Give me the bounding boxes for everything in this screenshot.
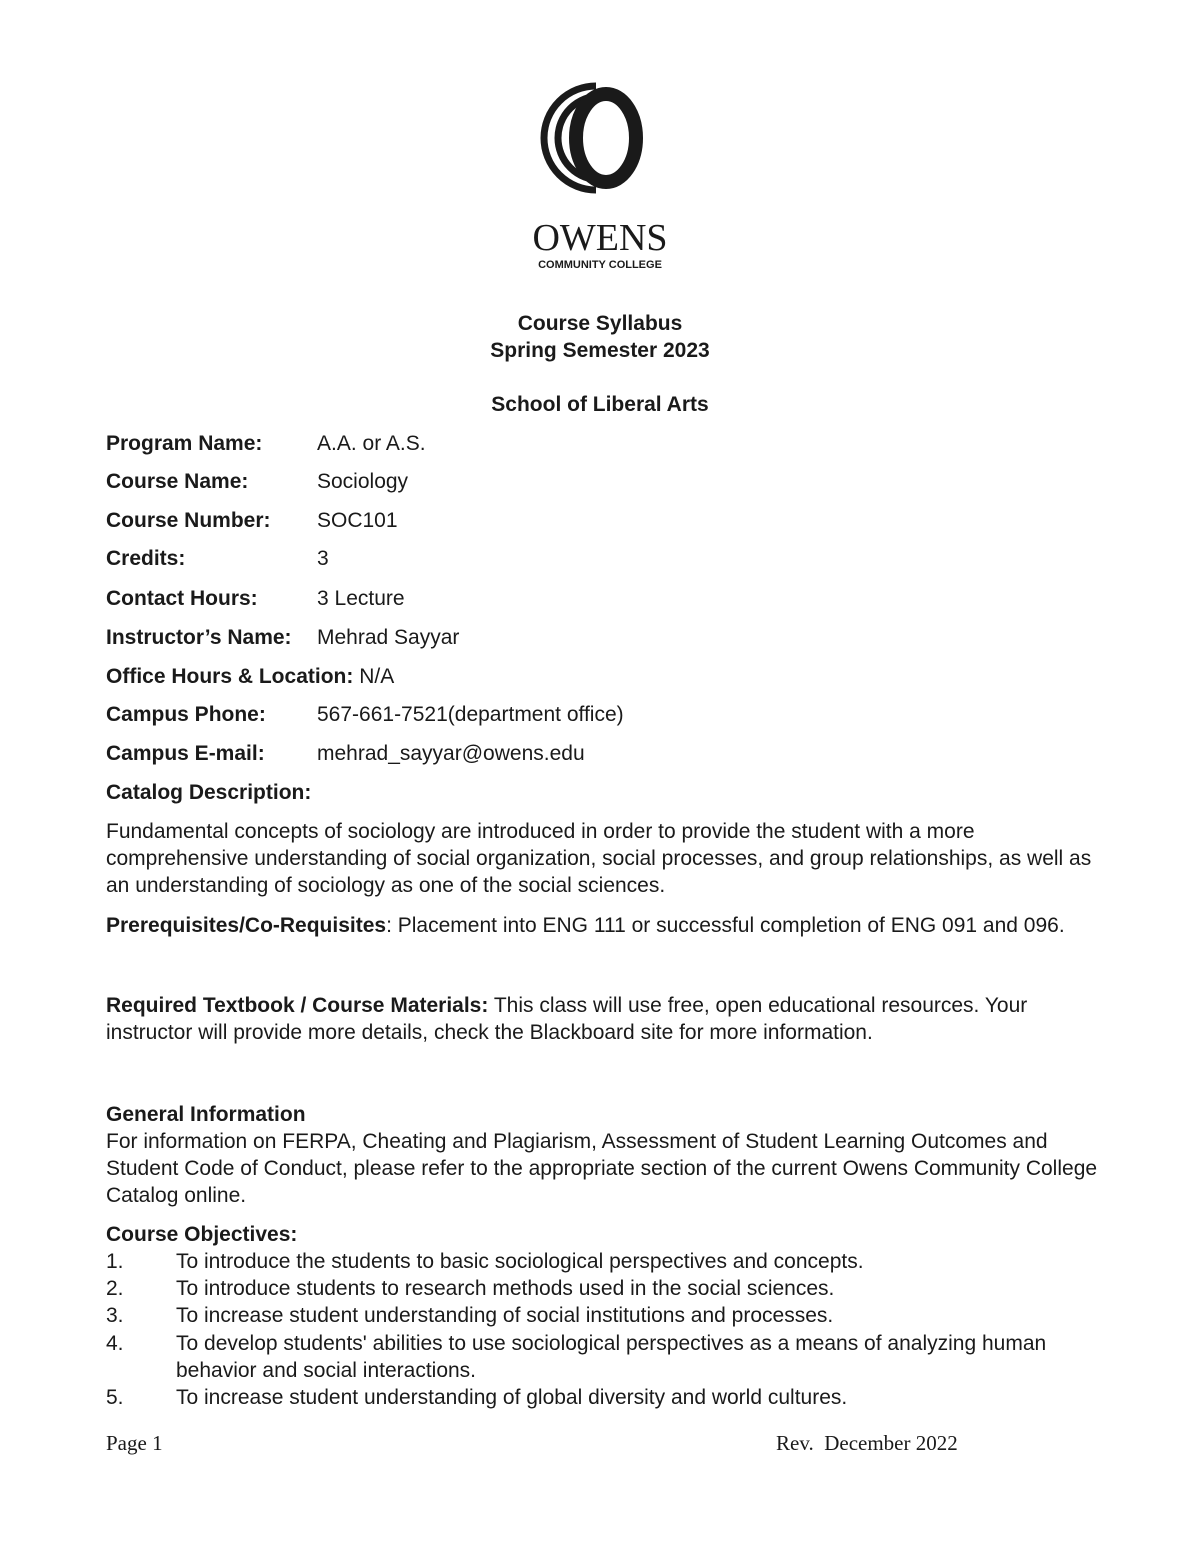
prereq-text: : Placement into ENG 111 or successful completion of ENG 091 and 096. <box>386 914 1065 937</box>
prereq-paragraph <box>106 912 1101 939</box>
school-title: School of Liberal Arts <box>491 393 709 416</box>
objective-item <box>106 1302 1101 1329</box>
footer-page-number: Page 1 <box>106 1431 163 1455</box>
objective-text: To increase student understanding of social institutions and processes. <box>176 1304 834 1327</box>
field-value: Mehrad Sayyar <box>317 626 460 649</box>
field-label: Instructor’s Name: <box>106 626 292 649</box>
objective-number: 2. <box>106 1277 124 1300</box>
field-value: SOC101 <box>317 509 398 532</box>
objective-item <box>106 1275 1101 1302</box>
field-value: N/A <box>359 665 395 688</box>
field-campus-phone <box>106 702 624 728</box>
owens-logo-mark <box>530 78 670 278</box>
textbook-paragraph <box>106 992 1101 1046</box>
field-credits <box>106 546 329 572</box>
field-campus-email <box>106 741 585 767</box>
footer-revision: Rev. December 2022 <box>776 1431 958 1455</box>
logo-name: OWENS <box>532 217 668 259</box>
objective-item <box>106 1384 1101 1411</box>
objectives-heading: Course Objectives: <box>106 1223 298 1246</box>
textbook-text: This class will use free, open educational resources. Your instructor will provide more details, check the Blackboard site for more information. <box>106 994 1028 1044</box>
field-label: Course Name: <box>106 470 249 493</box>
field-course-number <box>106 508 398 534</box>
field-label: Course Number: <box>106 509 271 532</box>
field-label: Office Hours & Location: <box>106 665 354 688</box>
field-contact-hours <box>106 586 405 612</box>
field-label: Program Name: <box>106 432 263 455</box>
objective-number: 1. <box>106 1250 124 1273</box>
catalog-heading: Catalog Description: <box>106 781 312 804</box>
prereq-label: Prerequisites/Co-Requisites <box>106 914 387 937</box>
objective-text: To increase student understanding of global diversity and world cultures. <box>176 1386 848 1409</box>
field-label: Campus Phone: <box>106 703 266 726</box>
owens-logo <box>530 78 670 278</box>
semester-title: Spring Semester 2023 <box>490 339 710 362</box>
field-value: 3 Lecture <box>317 587 405 610</box>
objective-text: To develop students' abilities to use sociological perspectives as a means of analyzing human behavior and social interactions. <box>176 1332 1047 1382</box>
field-course-name <box>106 469 409 495</box>
field-instructor-name <box>106 625 460 651</box>
catalog-text: Fundamental concepts of sociology are introduced in order to provide the student with a more comprehensive understanding of social organization, social processes, and group relationships, as well as an understanding of sociology as one of the social sciences. <box>106 820 1092 897</box>
field-label: Credits: <box>106 547 186 570</box>
syllabus-title: Course Syllabus <box>517 312 683 335</box>
objective-number: 3. <box>106 1304 124 1327</box>
field-office-hours <box>106 664 394 690</box>
textbook-label: Required Textbook / Course Materials: <box>106 994 489 1017</box>
general-text: For information on FERPA, Cheating and Plagiarism, Assessment of Student Learning Outcomes and Student Code of Conduct, please refer to the appropriate section of the current Owens Community College Catalog online. <box>106 1130 1098 1207</box>
field-label: Campus E-mail: <box>106 742 265 765</box>
objective-number: 4. <box>106 1332 124 1355</box>
field-value: 3 <box>317 547 329 570</box>
field-value: Sociology <box>317 470 409 493</box>
general-heading: General Information <box>106 1103 306 1126</box>
objective-number: 5. <box>106 1386 124 1409</box>
field-value: A.A. or A.S. <box>317 432 426 455</box>
objective-item <box>106 1330 1101 1384</box>
objective-text: To introduce students to research methods used in the social sciences. <box>176 1277 835 1300</box>
field-program-name <box>106 431 426 457</box>
objective-text: To introduce the students to basic sociological perspectives and concepts. <box>176 1250 864 1273</box>
logo-subname: COMMUNITY COLLEGE <box>538 259 662 271</box>
field-value: 567-661-7521(department office) <box>317 703 624 726</box>
field-label: Contact Hours: <box>106 587 258 610</box>
objective-item <box>106 1248 1101 1275</box>
field-value: mehrad_sayyar@owens.edu <box>317 742 585 765</box>
